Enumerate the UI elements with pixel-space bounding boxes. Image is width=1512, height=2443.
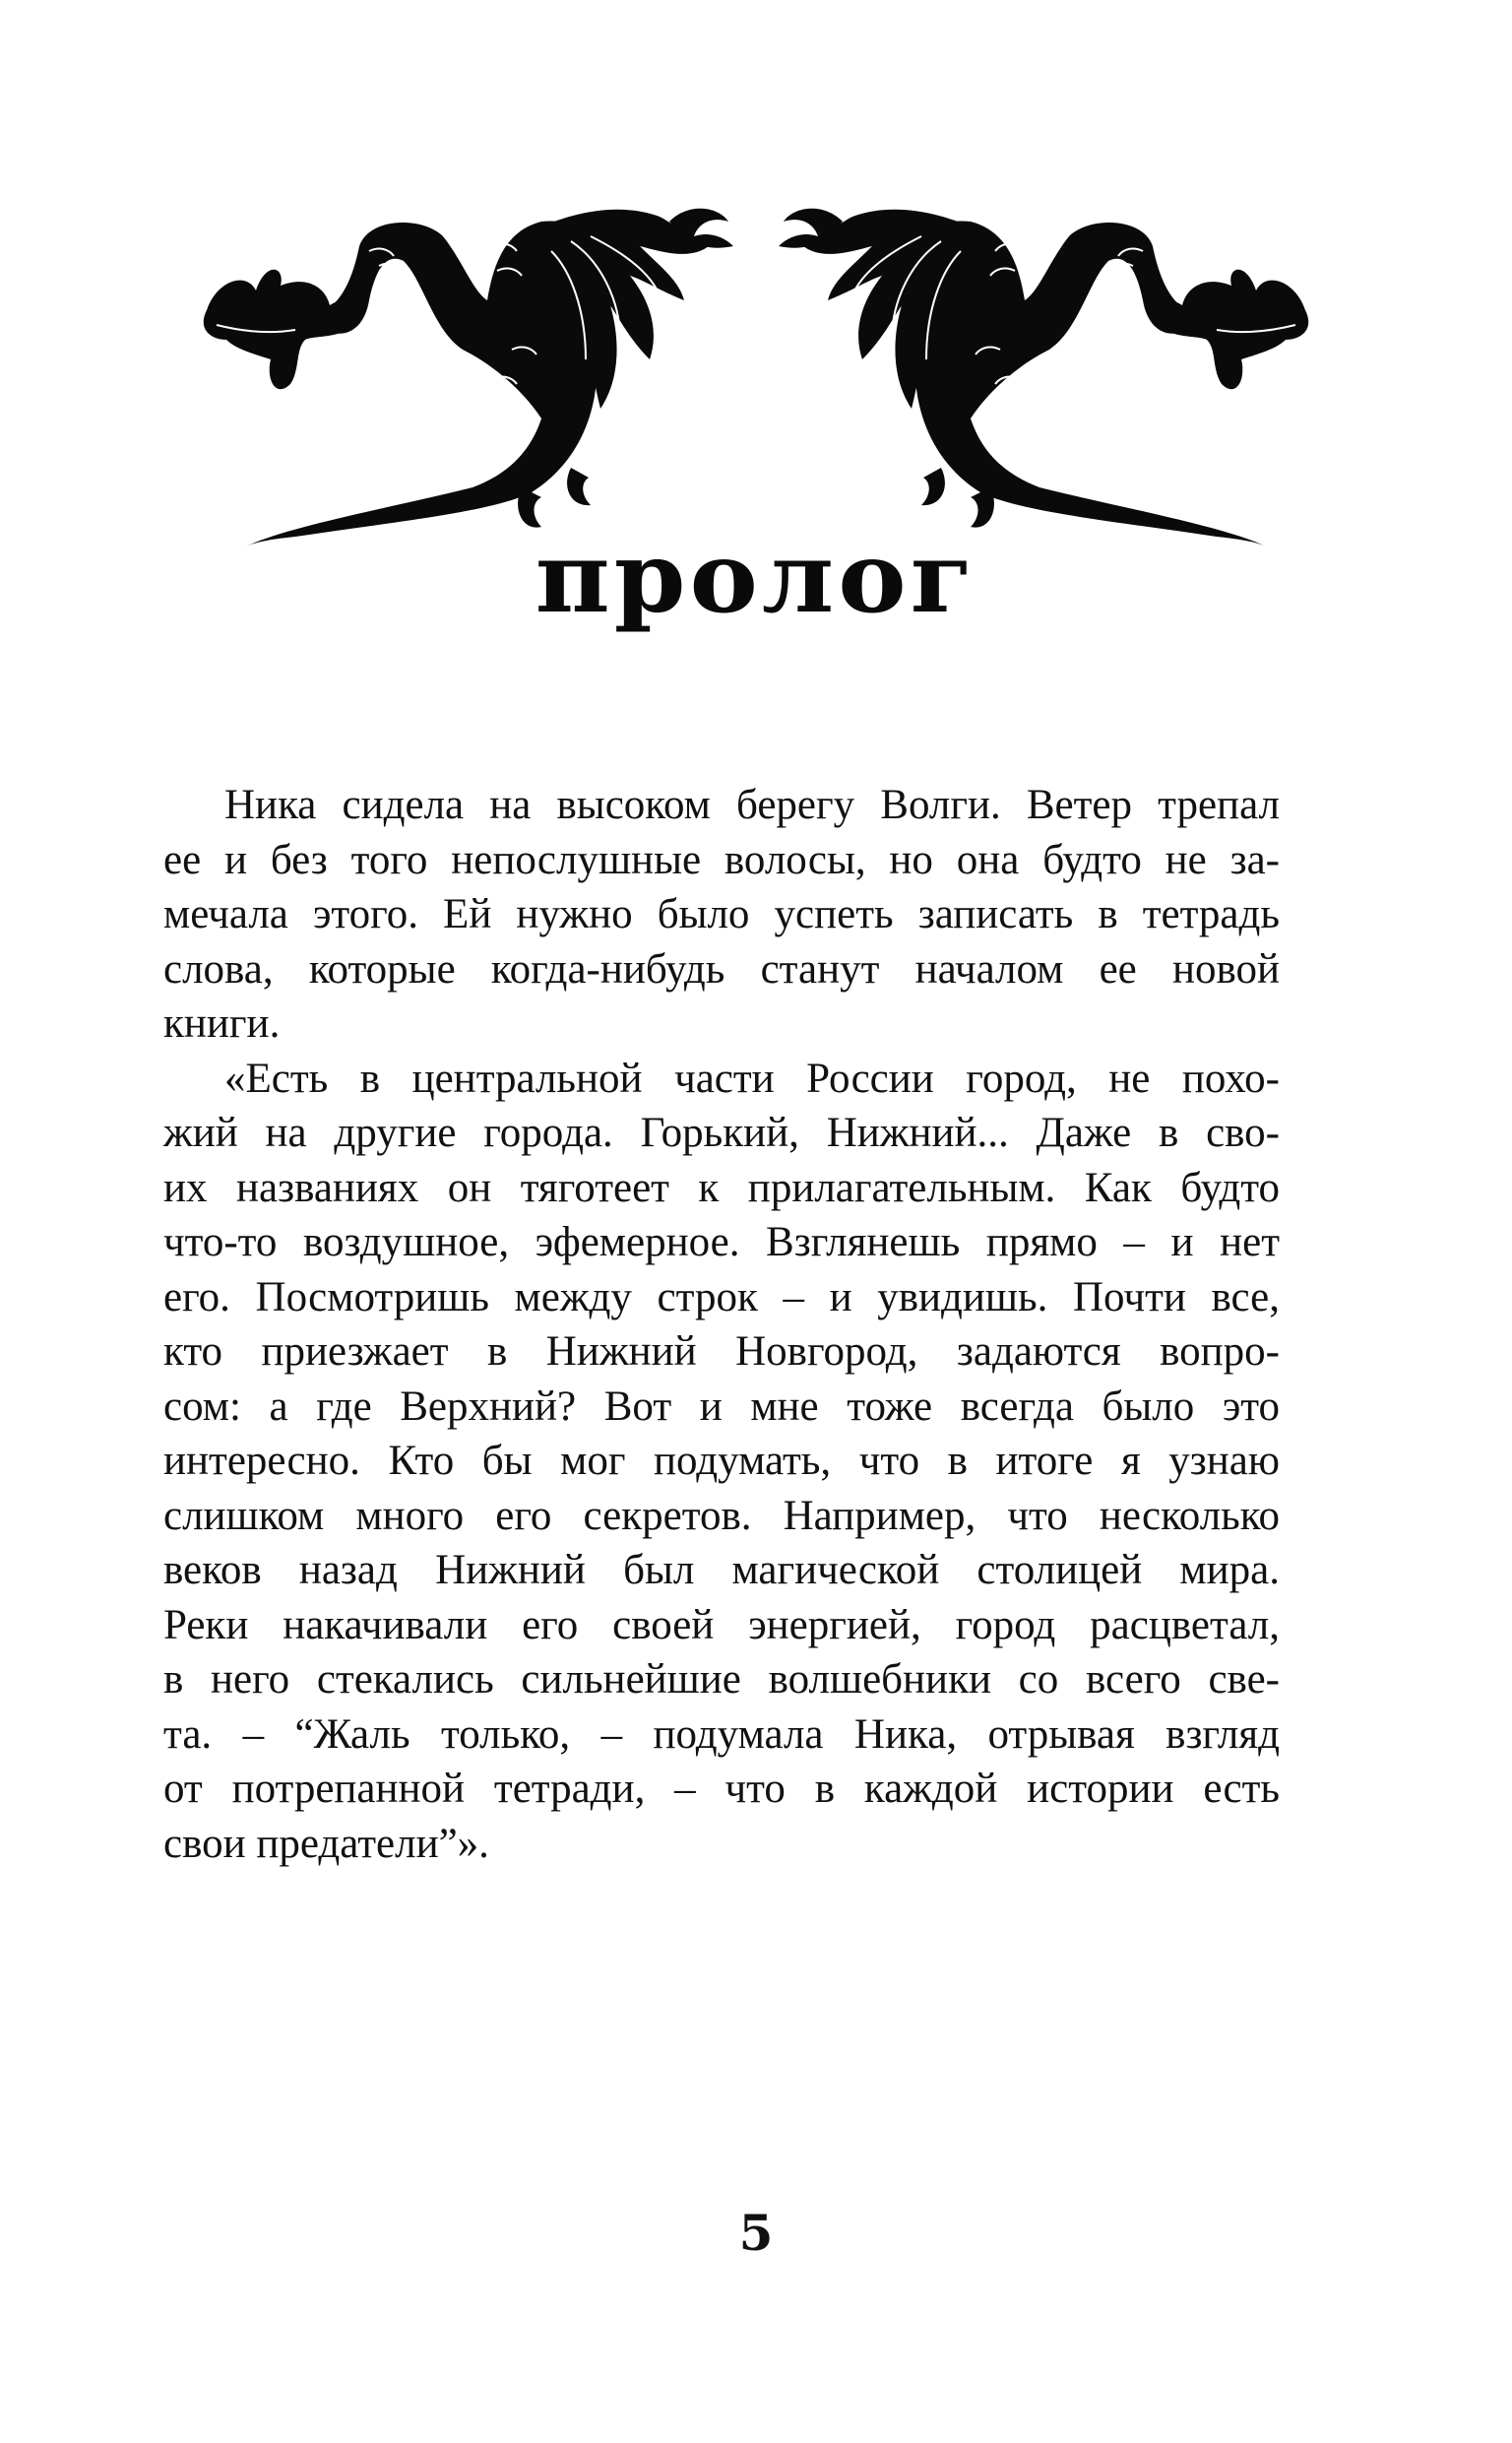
text-line: Реки накачивали его своей энергией, город расцветал, [163, 1601, 1280, 1648]
text-line: книги. [163, 1000, 281, 1047]
body-text [163, 778, 1280, 1871]
text-line: жий на другие города. Горький, Нижний... Даже в сво- [163, 1110, 1280, 1156]
text-line: интересно. Кто бы мог подумать, что в итоге я узнаю [163, 1438, 1280, 1484]
text-line: слова, которые когда-нибудь станут началом ее новой [163, 945, 1280, 993]
text-line: «Есть в центральной части России город, не похо- [224, 1055, 1280, 1102]
text-line: ее и без того непослушные волосы, но она будто не за- [163, 836, 1280, 883]
text-line: мечала этого. Ей нужно было успеть записать в тетрадь [163, 891, 1280, 937]
text-line: та. – “Жаль только, – подумала Ника, отрывая взгляд [163, 1710, 1280, 1758]
text-line: их названиях он тяготеет к прилагательным. Как будто [163, 1164, 1280, 1211]
text-line: в него стекались сильнейшие волшебники со всего све- [163, 1656, 1280, 1703]
text-line: от потрепанной тетради, – что в каждой истории есть [163, 1766, 1280, 1812]
text-line: веков назад Нижний был магической столицей мира. [163, 1547, 1280, 1593]
text-line: свои предатели”». [163, 1820, 489, 1867]
text-line: его. Посмотришь между строк – и увидишь. Почти все, [163, 1273, 1280, 1320]
text-line: кто приезжает в Нижний Новгород, задаются вопро- [163, 1328, 1280, 1375]
twin-dragons-ornament-icon [197, 192, 1315, 546]
page-number: 5 [738, 2204, 774, 2262]
text-line: Ника сидела на высоком берегу Волги. Ветер трепал [224, 782, 1280, 828]
chapter-title: пролог [535, 520, 977, 635]
text-line: слишком много его секретов. Например, что несколько [163, 1492, 1280, 1539]
text-line: что-то воздушное, эфемерное. Взглянешь прямо – и нет [163, 1219, 1280, 1265]
text-line: сом: а где Верхний? Вот и мне тоже всегда было это [163, 1382, 1280, 1430]
